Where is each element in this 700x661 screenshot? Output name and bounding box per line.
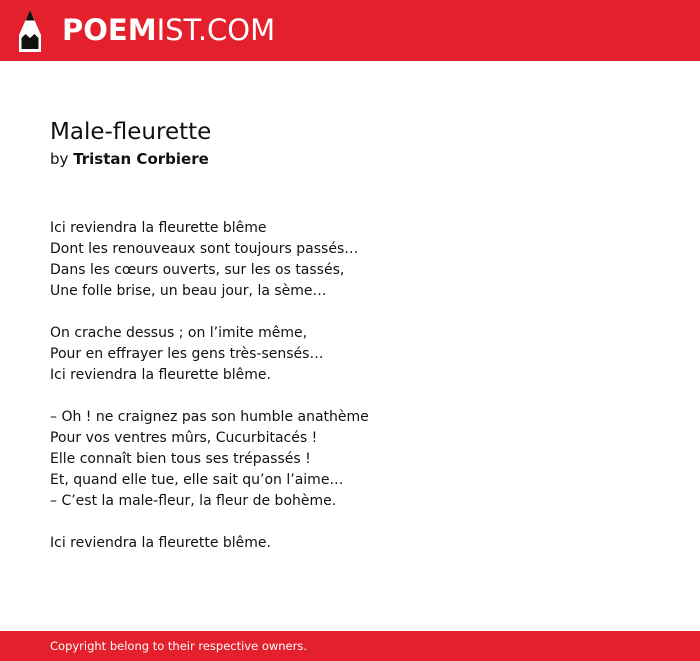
poem-line: Une folle brise, un beau jour, la sème… [50, 283, 327, 299]
poem-line: On crache dessus ; on l’imite même, [50, 325, 308, 341]
site-header [0, 0, 700, 61]
stanza [50, 407, 670, 512]
poem-title: Male-fleurette [50, 119, 212, 145]
poem-line: Pour vos ventres mûrs, Cucurbitacés ! [50, 430, 318, 446]
stanza [50, 218, 670, 302]
site-logo[interactable] [62, 13, 275, 47]
poem-line: Dont les renouveaux sont toujours passés… [50, 241, 359, 257]
logo-brand-bold: POEM [62, 13, 157, 47]
poem-line: Dans les cœurs ouverts, sur les os tassés, [50, 262, 345, 278]
poem-line: Pour en effrayer les gens très-sensés… [50, 346, 324, 362]
poem-line: Ici reviendra la fleurette blême. [50, 367, 271, 383]
logo-brand-light: IST.COM [156, 13, 276, 47]
poem-line: Ici reviendra la fleurette blême. [50, 535, 271, 551]
author-name: Tristan Corbiere [73, 150, 209, 168]
site-footer [0, 631, 700, 661]
poem-line: Elle connaît bien tous ses trépassés ! [50, 451, 311, 467]
by-label: by [50, 150, 69, 168]
poem-line: Et, quand elle tue, elle sait qu’on l’aime… [50, 472, 344, 488]
poem-body [50, 218, 670, 575]
pencil-tip-icon[interactable] [18, 10, 42, 52]
poem-byline [50, 149, 209, 169]
copyright-notice: Copyright belong to their respective owners. [50, 639, 308, 653]
stanza [50, 533, 670, 554]
poem-line: – C’est la male-fleur, la fleur de bohème. [50, 493, 337, 509]
stanza [50, 323, 670, 386]
poem-line: Ici reviendra la fleurette blême [50, 220, 267, 236]
poem-line: – Oh ! ne craignez pas son humble anathème [50, 409, 369, 425]
